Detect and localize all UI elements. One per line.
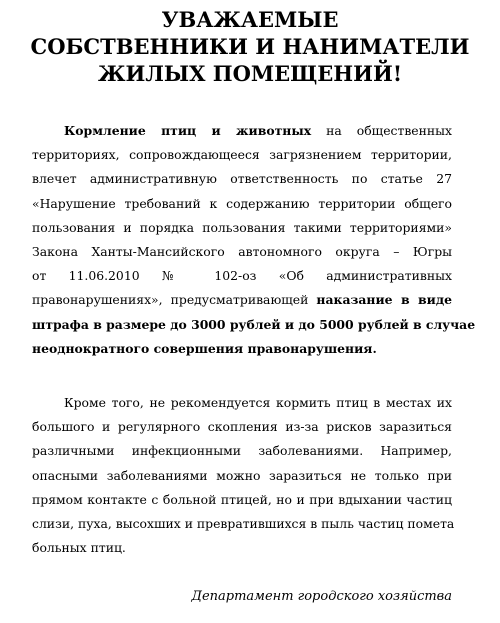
- paragraph-line: от 11.06.2010 № 102-оз «Об административных: [32, 268, 452, 284]
- paragraph-line: пользования и порядка пользования такими территориями»: [32, 219, 452, 235]
- bold-phrase: Кормление птиц и животных: [64, 123, 312, 138]
- bold-phrase: штрафа в размере до 3000 рублей и до 5000 рублей в случае: [32, 316, 476, 332]
- paragraph-line: различными инфекционными заболеваниями. Например,: [32, 443, 452, 459]
- paragraph-line: Кроме того, не рекомендуется кормить птиц в местах их: [64, 395, 452, 410]
- paragraph-line: опасными заболеваниями можно заразиться не только при: [32, 467, 452, 483]
- text-fragment: правонарушениях», предусматривающей: [32, 292, 309, 308]
- bold-phrase: наказание в виде: [316, 292, 452, 308]
- title-line-3: ЖИЛЫХ ПОМЕЩЕНИЙ!: [97, 61, 403, 86]
- paragraph-line: «Нарушение требований к содержанию территории общего: [32, 195, 452, 211]
- notice-title: [0, 6, 500, 87]
- paragraph-line: территориях, сопровождающееся загрязнением территории,: [32, 147, 452, 163]
- paragraph-line: Закона Ханты-Мансийского автономного округа – Югры: [32, 244, 452, 260]
- paragraph-line: большого и регулярного скопления из-за рисков заразиться: [32, 419, 452, 435]
- paragraph-line: [32, 337, 452, 361]
- paragraph-line: [32, 313, 476, 337]
- paragraph-line: больных птиц.: [32, 540, 126, 556]
- paragraph-line: влечет административную ответственность по статье 27: [32, 171, 452, 187]
- paragraph-penalty: [32, 119, 476, 361]
- paragraph-health-risk: [32, 391, 455, 560]
- paragraph-line: [32, 288, 452, 312]
- signature: Департамент городского хозяйства: [191, 589, 452, 604]
- paragraph-line: [32, 119, 452, 143]
- title-line-1: УВАЖАЕМЫЕ: [161, 7, 339, 32]
- bold-phrase: неоднократного совершения правонарушения.: [32, 340, 377, 356]
- text-fragment: на общественных: [326, 123, 452, 138]
- paragraph-line: прямом контакте с больной птицей, но и при вдыхании частиц: [32, 491, 452, 507]
- paragraph-line: слизи, пуха, высохших и превратившихся в пыль частиц помета: [32, 516, 455, 532]
- title-line-2: СОБСТВЕННИКИ И НАНИМАТЕЛИ: [30, 34, 470, 59]
